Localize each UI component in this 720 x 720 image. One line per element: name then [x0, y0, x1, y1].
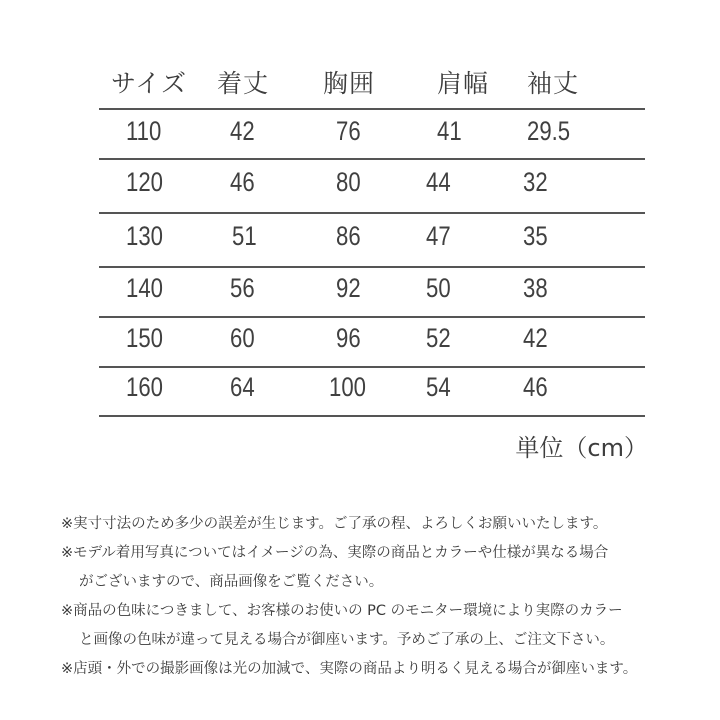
- notes: [61, 512, 637, 686]
- cell-size: 140: [126, 273, 163, 303]
- cell-chest: 96: [336, 323, 361, 353]
- note: ※店頭・外での撮影画像は光の加減で、実際の商品より明るく見える場合が御座います。: [61, 661, 638, 677]
- cell-chest: 86: [336, 221, 361, 251]
- header-length: 着丈: [217, 69, 270, 98]
- cell-length: 42: [230, 116, 255, 146]
- divider: [99, 266, 645, 268]
- cell-sleeve: 29.5: [527, 116, 571, 146]
- note-continued: と画像の色味が違って見える場合が御座います。予めご了承の上、ご注文下さい。: [79, 632, 615, 648]
- cell-chest: 80: [336, 167, 361, 197]
- table-row: [99, 116, 645, 156]
- cell-sleeve: 46: [523, 372, 548, 402]
- divider: [99, 316, 645, 318]
- header-size: サイズ: [111, 69, 188, 98]
- divider: [99, 108, 645, 110]
- header-shoulder: 肩幅: [437, 69, 490, 98]
- cell-sleeve: 35: [523, 221, 548, 251]
- note: ※商品の色味につきまして、お客様のお使いの PC のモニター環境により実際のカラー: [61, 603, 623, 619]
- cell-shoulder: 52: [426, 323, 451, 353]
- divider: [99, 415, 645, 417]
- cell-length: 46: [230, 167, 255, 197]
- table-row: [99, 221, 645, 261]
- cell-size: 150: [126, 323, 163, 353]
- header-chest: 胸囲: [323, 69, 376, 98]
- cell-shoulder: 44: [426, 167, 451, 197]
- cell-shoulder: 41: [437, 116, 462, 146]
- cell-chest: 92: [336, 273, 361, 303]
- table-row: [99, 372, 645, 412]
- cell-size: 110: [126, 116, 162, 146]
- cell-size: 130: [126, 221, 163, 251]
- note-continued: がございますので、商品画像をご覧ください。: [79, 574, 384, 590]
- cell-shoulder: 54: [426, 372, 451, 402]
- cell-sleeve: 42: [523, 323, 548, 353]
- divider: [99, 366, 645, 368]
- note: ※実寸寸法のため多少の誤差が生じます。ご了承の程、よろしくお願いいたします。: [61, 516, 608, 532]
- cell-chest: 76: [336, 116, 361, 146]
- cell-size: 120: [126, 167, 163, 197]
- table-header: [99, 62, 645, 102]
- divider: [99, 212, 645, 214]
- unit-label: 単位（cm）: [515, 434, 648, 462]
- cell-shoulder: 50: [426, 273, 451, 303]
- note: ※モデル着用写真についてはイメージの為、実際の商品とカラーや仕様が異なる場合: [61, 545, 609, 561]
- cell-sleeve: 38: [523, 273, 548, 303]
- table-row: [99, 323, 645, 363]
- table-row: [99, 167, 645, 207]
- cell-sleeve: 32: [523, 167, 548, 197]
- cell-length: 56: [230, 273, 255, 303]
- divider: [99, 158, 645, 160]
- cell-size: 160: [126, 372, 163, 402]
- cell-length: 51: [232, 221, 257, 251]
- header-sleeve: 袖丈: [527, 69, 580, 98]
- cell-length: 60: [230, 323, 255, 353]
- cell-length: 64: [230, 372, 255, 402]
- cell-shoulder: 47: [426, 221, 451, 251]
- table-row: [99, 273, 645, 313]
- cell-chest: 100: [329, 372, 366, 402]
